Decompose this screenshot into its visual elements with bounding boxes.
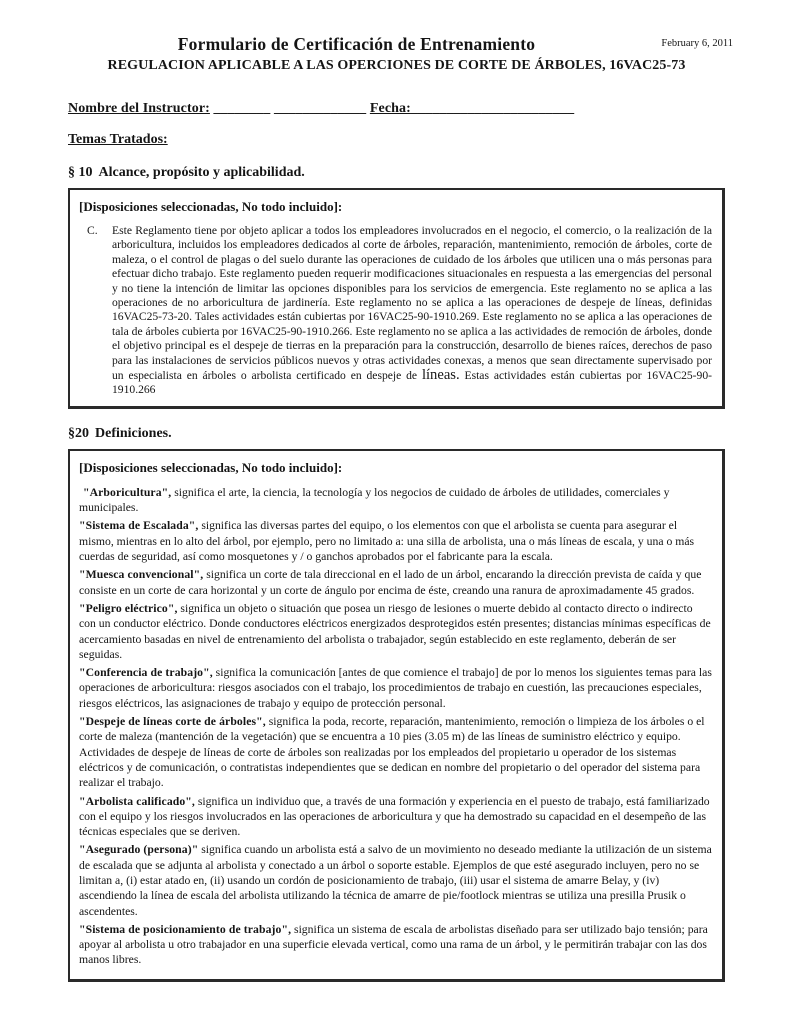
instructor-blank-field: ________ [213,101,271,116]
definition-sistema-de-escalada [79,518,712,564]
fecha-blank-field: _______________________ [410,101,575,116]
definition-sistema-posicionamiento [79,922,712,968]
definition-muesca-convencional [79,567,712,598]
section-10-number: § 10 [68,165,93,180]
page-subtitle: REGULACION APLICABLE A LAS OPERCIONES DE CORTE DE ÁRBOLES, 16VAC25-73 [107,58,686,73]
instructor-fecha-row [68,101,725,117]
page-title: Formulario de Certificación de Entrenamiento [177,34,536,54]
section-10-heading [68,165,725,181]
definition-arbolista-calificado [79,794,712,840]
definition-conferencia-de-trabajo [79,665,712,711]
definition-term: "Sistema de Escalada", [79,519,199,533]
definition-term: "Sistema de posicionamiento de trabajo", [79,922,292,936]
definition-text: significa el arte, la ciencia, la tecnología y los negocios de cuidado de árboles de utilidades, comerciales y municipales. [79,485,670,515]
definition-arboricultura [79,485,712,516]
definition-term: "Muesca convencional", [79,568,204,582]
document-date: February 6, 2011 [661,38,733,49]
definition-term: "Peligro eléctrico", [79,601,178,615]
definition-term: "Asegurado (persona)" [79,843,199,857]
section-20-box [68,449,725,982]
definition-text: significa un individuo que, a través de una formación y experiencia en el puesto de trabajo, está familiarizado con el equipo y los riesgos involucrados en las operaciones de arboricultura y que ha demostrado su capacidad en el desempeño de las técnicas especiales que se deriven. [79,794,710,839]
definition-text: significa un objeto o situación que posea un riesgo de lesiones o muerte debido al contacto directo o indirecto con un conductor eléctrico. Donde conductores eléctricos energizados desprotegidos estén presentes; distancias mínimas específicas de acercamiento basadas en nivel de entrenamiento del arbolista o trabajador, según establecido en este reglamento, deberán de ser seguidas. [79,601,711,661]
section-10-title: Alcance, propósito y aplicabilidad. [98,165,305,180]
clause-c-emphasized-word: líneas. [421,367,460,384]
instructor-blank-field-2: _____________ [273,101,367,116]
definition-despeje-de-lineas [79,714,712,790]
instructor-label: Nombre del Instructor: [68,101,210,116]
clause-c-text [112,224,712,398]
definition-text: significa las diversas partes del equipo, o los elementos con que el arbolista se cuenta para asegurar el mismo, mientras en lo alto del árbol, por ejemplo, pero no limitado a: una silla de arbolista, una o más líneas de escala, y una o más cuerdas de seguridad, así como mosquetones y / o ganchos aprobados por el fabricante para la escala. [79,519,695,564]
definition-term: "Arbolista calificado", [79,794,195,808]
section-20-box-header: [Disposiciones seleccionadas, No todo incluido]: [79,459,343,475]
definition-text: significa un corte de tala direccional en el lado de un árbol, encarando la dirección prevista de caída y que consiste en un corte de cara horizontal y un corte de ángulo por encima de éste, creando una ranura de aproximadamente 45 grados. [79,568,702,597]
temas-tratados-heading: Temas Tratados: [68,132,168,147]
clause-c-text-part1: Este Reglamento tiene por objeto aplicar a todos los empleadores involucrados en el negocio, el comercio, o la realización de la arboricultura, incluidos los empleadores dedicados al corte de árboles, reparación, mantenimiento, remoción de árboles, corte de maleza, o el control de plagas o del suelo durante las operaciones de cuidado de los árboles que utilicen una o más personas para efectuar dicho trabajo. Este reglamento pueden requerir modificaciones situacionales en respuesta a las emergencias del personal y no tiene la intención de limitar las opciones disponibles para los servicios de emergencia. Este reglamento no se aplica a las operaciones de no arboricultura de jardinería. Este reglamento no se aplica a las operaciones de despeje de líneas, definidas 16VAC25-73-20. Tales actividades están cubiertas por 16VAC25-90-1910.269. Este reglamento no se aplica a las operaciones de tala de árboles cubierta por 16VAC25-90-1910.266. Este reglamento no se aplica a las actividades de remoción de árboles, donde el objetivo principal es el despeje de tierras en la preparación para la construcción, desarrollo de bienes raíces, derechos de paso para las instalaciones de servicios públicos nuevos y otras actividades conexas, a menos que sean directamente supervisado por un especialista en árboles o arbolista certificado en despeje de [112,224,712,383]
clause-c [79,224,712,398]
clause-c-text-part2: Estas actividades están cubiertas por 16VAC25-90-1910.266 [112,369,712,397]
section-20-heading [68,426,725,442]
section-20-number: §20 [68,425,89,441]
section-10-box [68,188,725,409]
section-20-title: Definiciones. [95,425,172,441]
definition-asegurado-persona [79,842,712,918]
definition-term: "Conferencia de trabajo", [79,666,213,680]
definition-text: significa un sistema de escala de arbolistas diseñado para ser utilizado bajo tensión; para apoyar al arbolista u otro trabajador en una superficie elevada vertical, como una rama de un árbol, y le permitirán trabajar con las dos manos libres. [79,922,708,967]
document-header [68,34,733,55]
fecha-label: Fecha: [369,101,411,116]
definition-text: significa cuando un arbolista está a salvo de un movimiento no deseado mediante la utilización de un sistema de escalada que se adjunta al arbolista y conectado a un árbol o soporte estable. Ejemplos de que esté asegurado incluyen, pero no se limitan a, (i) estar atado en, (ii) usando un cordón de posicionamiento de trabajo, (iii) usar el sistema de amarre Belay, y (iv) ascendiendo la línea de escala del arbolista utilizando la técnica de amarre de pie/footlock mientras se utiliza una presilla Prusik o ascendentes. [79,843,712,918]
definition-text: significa la poda, recorte, reparación, mantenimiento, remoción o limpieza de los árboles o el corte de maleza (mantención de la vegetación) que se encuentra a 10 pies (3.05 m) de las líneas de suministro eléctrico y equipo. Actividades de despeje de líneas de corte de árboles son realizadas por los empleados del propietario u operador de los sistemas eléctricos y de comunicación, o contratistas independientes que se dedican en nombre del propietario o del operador del sistema para realizar el trabajo. [79,715,705,790]
definition-peligro-electrico [79,601,712,662]
definition-term: "Arboricultura", [83,485,172,499]
clause-c-letter: C. [87,224,98,237]
definition-term: "Despeje de líneas corte de árboles", [79,715,266,729]
definition-text: significa la comunicación [antes de que comience el trabajo] de por lo menos los siguientes temas para las operaciones de arboricultura: riesgos asociados con el trabajo, los procedimientos de trabajo en cuestión, las precauciones especiales, riesgos eléctricos, las asignaciones de trabajo y equipo de protección personal. [79,666,712,710]
section-10-box-header: [Disposiciones seleccionadas, No todo incluido]: [79,199,343,214]
